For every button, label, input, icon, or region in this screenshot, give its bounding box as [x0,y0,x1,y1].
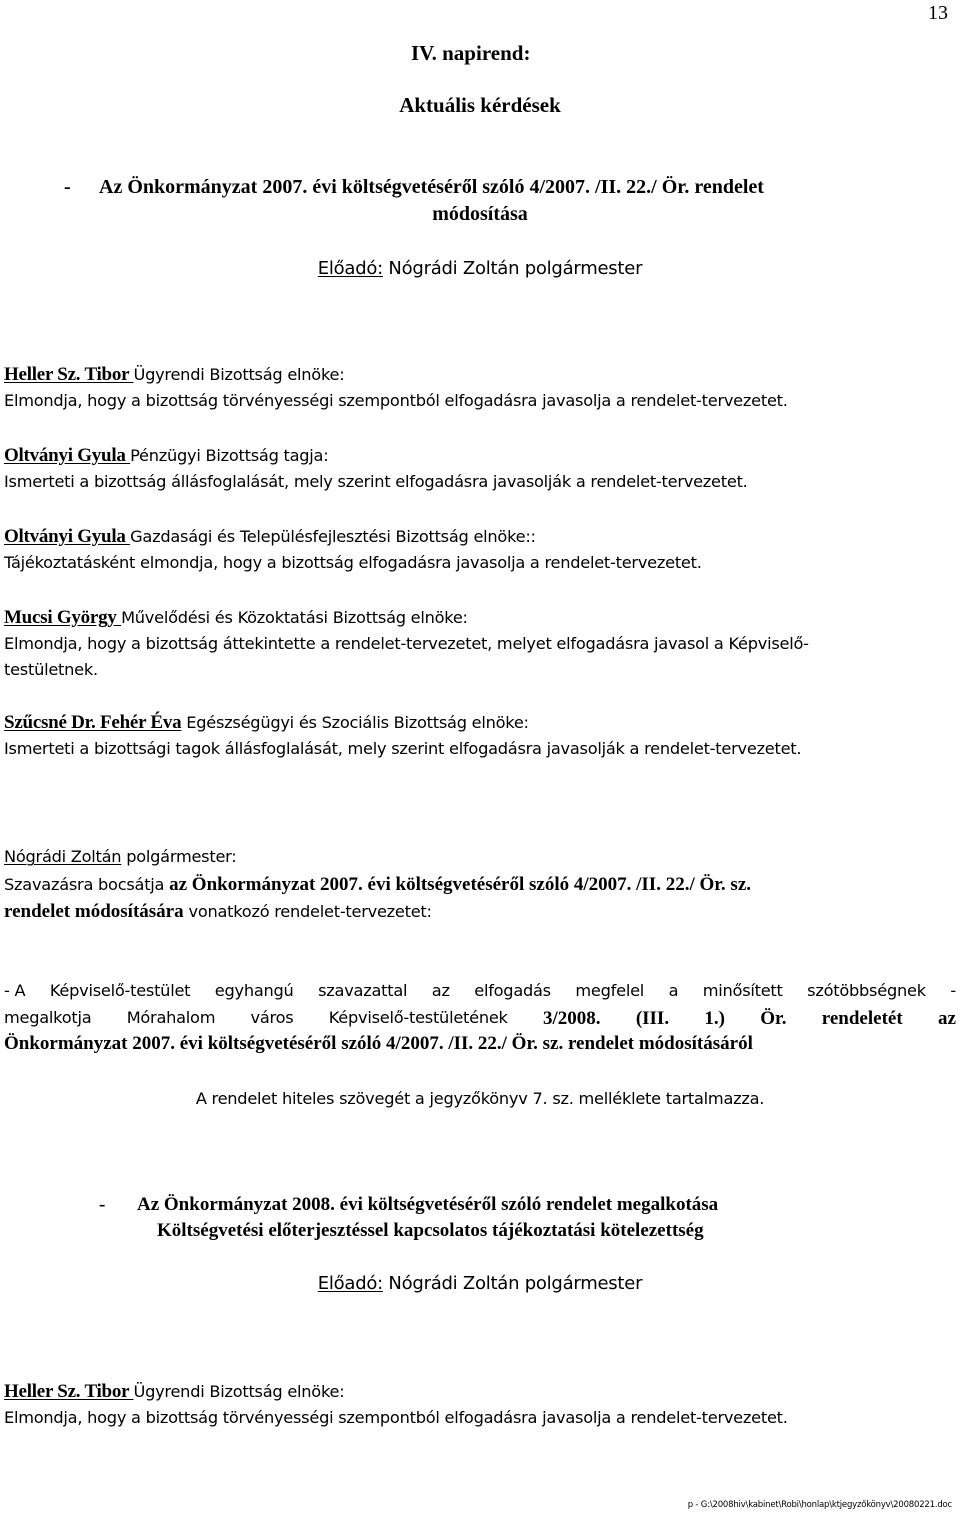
mayor-name: Nógrádi Zoltán [4,847,122,866]
speaker-name: Szűcsné Dr. Fehér Éva [4,712,182,733]
speaker-2-text: Ismerteti a bizottság állásfoglalását, mely szerint elfogadásra javasolják a rendelet-tervezetet. [4,472,748,491]
item1-title-line2: módosítása [432,203,528,225]
item1-dash: - [64,176,71,198]
decision-word: szótöbbségnek [807,981,926,1000]
vote-line2 [4,901,432,923]
vote-line1 [4,874,751,896]
speaker-5-header [4,712,529,734]
speaker-name: Heller Sz. Tibor [4,1381,134,1402]
speaker-name: Oltványi Gyula [4,526,131,547]
decision-word: szavazattal [318,981,408,1000]
agenda-title: Aktuális kérdések [399,93,561,117]
decision-word: minősített [702,981,783,1000]
speaker-3-text: Tájékoztatásként elmondja, hogy a bizottság elfogadásra javasolja a rendelet-tervezetet. [4,553,702,572]
decision-word: az [937,1008,956,1029]
presenter-label: Előadó: [317,1273,383,1294]
decision-word: Ör. [760,1008,787,1029]
footer-path: p - G:\2008hiv\kabinet\Robi\honlap\ktjegyzőkönyv\20080221.doc [687,1500,952,1510]
decision-word: 1.) [704,1008,725,1029]
speaker-4-header [4,607,468,629]
item2-speaker-header [4,1381,344,1403]
decision-word: - [950,981,956,1000]
mayor-role: polgármester: [121,847,237,866]
speaker-name: Mucsi György [4,607,122,628]
decision-word: megfelel [575,981,645,1000]
item1-note: A rendelet hiteles szövegét a jegyzőkönyv 7. sz. melléklete tartalmazza. [195,1089,765,1108]
decision-word: a [668,981,679,1000]
speaker-role: Ügyrendi Bizottság elnöke: [133,1382,345,1401]
agenda-number: IV. napirend: [411,41,531,65]
speaker-1-header [4,364,344,386]
speaker-5-text: Ismerteti a bizottsági tagok állásfoglalását, mely szerint elfogadásra javasolják a rendelet-tervezetet. [4,739,802,758]
speaker-role: Pénzügyi Bizottság tagja: [130,446,329,465]
decision-word: város [250,1008,294,1027]
speaker-role: Ügyrendi Bizottság elnöke: [133,365,345,384]
speaker-role: Egészségügyi és Szociális Bizottság elnöke: [181,713,529,732]
decision-word: (III. [635,1008,670,1029]
item2-dash: - [99,1194,106,1215]
decision-word: 3/2008. [542,1008,601,1029]
item1-title-line1: Az Önkormányzat 2007. évi költségvetéséről szóló 4/2007. /II. 22./ Ör. rendelet [99,176,764,198]
decision-line2 [4,1008,956,1030]
presenter-name: Nógrádi Zoltán polgármester [382,1273,643,1294]
speaker-role: Gazdasági és Településfejlesztési Bizottság elnöke:: [130,527,536,546]
speaker-name: Heller Sz. Tibor [4,364,134,385]
vote-suffix: vonatkozó rendelet-tervezetet: [183,902,432,921]
speaker-4-text-line2: testületnek. [4,660,98,679]
presenter-label: Előadó: [317,258,383,279]
vote-prefix: Szavazásra bocsátja [4,875,170,894]
mayor-header [4,847,237,866]
decision-word: Mórahalom [126,1008,216,1027]
page-number: 13 [928,2,948,24]
item2-presenter [0,1273,960,1294]
speaker-1-text: Elmondja, hogy a bizottság törvényességi szempontból elfogadásra javasolja a rendelet-tervezetet. [4,391,788,410]
vote-bold2: rendelet módosítására [4,901,184,922]
speaker-role: Művelődési és Közoktatási Bizottság elnöke: [121,608,468,627]
vote-bold: az Önkormányzat 2007. évi költségvetéséről szóló 4/2007. /II. 22./ Ör. sz. [169,874,752,895]
speaker-2-header [4,445,328,467]
item2-title-line2: Költségvetési előterjesztéssel kapcsolatos tájékoztatási kötelezettség [157,1220,704,1241]
speaker-3-header [4,526,536,548]
decision-word: elfogadás [474,981,551,1000]
decision-line3: Önkormányzat 2007. évi költségvetéséről szóló 4/2007. /II. 22./ Ör. sz. rendelet módosításáról [4,1033,753,1054]
decision-word: - A [4,981,26,1000]
presenter-name: Nógrádi Zoltán polgármester [382,258,643,279]
decision-line1 [4,981,956,1000]
item2-title-line1: Az Önkormányzat 2008. évi költségvetéséről szóló rendelet megalkotása [137,1194,719,1215]
decision-word: rendeletét [821,1008,903,1029]
decision-word: egyhangú [214,981,294,1000]
decision-word: Képviselő-testület [49,981,191,1000]
item1-presenter [0,258,960,279]
speaker-name: Oltványi Gyula [4,445,131,466]
speaker-4-text-line1: Elmondja, hogy a bizottság áttekintette a rendelet-tervezetet, melyet elfogadásra javasol a Képviselő- [4,634,809,653]
decision-word: megalkotja [4,1008,92,1027]
item2-speaker-text: Elmondja, hogy a bizottság törvényességi szempontból elfogadásra javasolja a rendelet-tervezetet. [4,1408,788,1427]
decision-word: Képviselő-testületének [328,1008,508,1027]
decision-word: az [431,981,450,1000]
